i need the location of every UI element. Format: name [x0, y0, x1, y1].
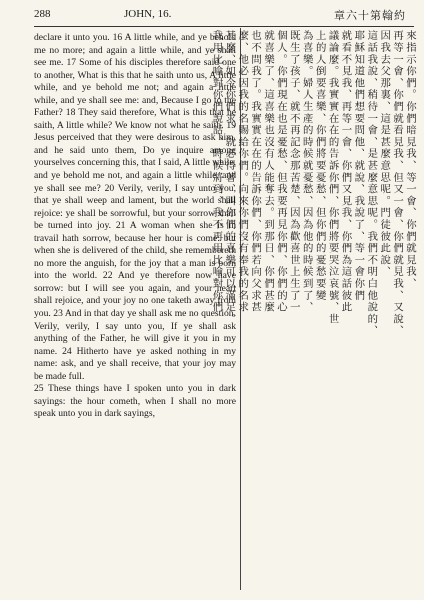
chinese-line-1: 來指示你們。你們暗見我、等一會、你們就見我、 — [404, 30, 416, 290]
chinese-line-6: 就看不見我、再等一會、你們又見我、你們為這話彼此 — [339, 30, 352, 314]
chinese-line-11: 個人。你們現在也是憂愁、但我要再見你們、你們的心 — [274, 30, 287, 314]
chinese-line-4: 這話我說、稍待一會、是甚麼意思呢。我們不明白他說的、 — [365, 30, 378, 337]
chinese-line-16: 我用比喻對你們說話、時候將到、我不再用比喻對你們 — [210, 30, 223, 314]
page-title: JOHN, 16. — [124, 8, 172, 20]
chinese-line-14: 麼、他必因我的名賜給你們。向來你們沒有奉我的名求 — [236, 30, 249, 314]
chinese-line-13: 也不問我了。我實實在在的告訴你們、你們若向父求甚 — [249, 30, 262, 314]
page-header — [34, 6, 414, 24]
chinese-line-10: 既生了孩子、就不再記念那苦楚、因為歡喜世上生了一 — [287, 30, 300, 314]
chinese-line-2: 再等一會、你們就看見我、但又一會、你們就見我、又說、 — [391, 30, 404, 337]
header-rule — [34, 26, 414, 27]
chinese-line-9: 為喜樂。婦人生產的時候就憂愁、因為他的時候到了、 — [300, 30, 313, 314]
chinese-column — [210, 30, 416, 590]
chinese-line-7: 議論麼。我實實在在的告訴你們、你們將要哭泣哀號、世 — [326, 30, 339, 325]
chinese-title: 章六十第翰約 — [334, 10, 406, 22]
page-number: 288 — [34, 8, 51, 20]
chinese-line-15: 甚麼、如今你們求、就必得著、叫你們的喜樂可以滿足。 — [223, 30, 236, 325]
chinese-line-8: 上的人倒要喜樂、你們將要憂愁、但你們的憂愁要變 — [313, 30, 326, 302]
chinese-line-3: 因我去父那裏、這是甚麼意思呢。門徒彼此說、 — [378, 30, 391, 278]
chinese-line-12: 就喜樂了、這喜樂也沒有人能奪去。到那日、你們甚麼 — [262, 30, 275, 314]
chinese-line-5: 耶穌知道他們想要問他、就說、我說了、等一會你們 — [352, 30, 365, 302]
english-paragraph-1: declare it unto you. 16 A little while, and ye behold me no more; and again a little while, and ye shall see me. 17 Some of his disciples therefore said one to another, What is this that he saith unto us, A little while, and ye behold me not; and again a little while, and ye shall see me: and, Because I go to the Father? 18 They said therefore, What is this that he saith, A little while? We know not what he saith. 19 Jesus perceived that they were desirous to ask him, and he said unto them, Do ye inquire among yourselves concerning this, that I said, A little while, and ye behold me not, and again a little while, and ye shall see me? 20 Verily, verily, I say unto you, that ye shall weep and lament, but the world shall rejoice: ye shall be sorrowful, but your sorrow shall be turned into joy. 21 A woman when she is in travail hath sorrow, because her hour is come: but when she is delivered of the child, she remembereth no more the anguish, for the joy that a man is born into the world. 22 And ye therefore now have sorrow: but I will see you again, and your heart shall rejoice, and your joy no one taketh away from you. 23 And in that day ye shall ask me no question. Verily, verily, I say unto you, If ye shall ask anything of the Father, he will give it you in my name. 24 Hitherto have ye asked nothing in my name: ask, and ye shall receive, that your joy may be made full. — [34, 32, 236, 382]
english-column — [34, 32, 236, 592]
english-paragraph-2: 25 These things have I spoken unto you in dark sayings: the hour cometh, when I shall no more speak unto you in dark sayings, — [34, 383, 236, 420]
